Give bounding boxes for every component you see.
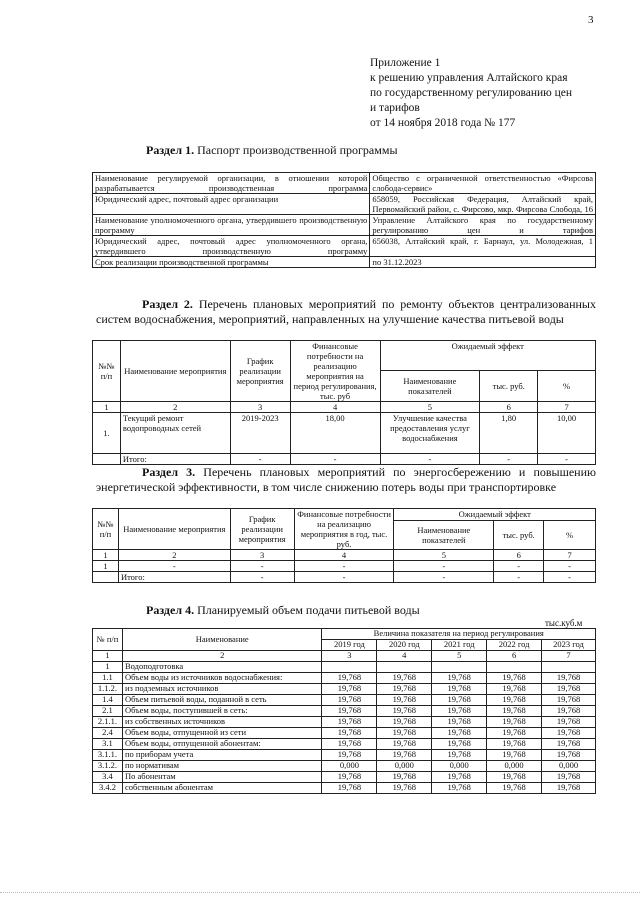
row-value: 19,768	[322, 684, 377, 695]
row-value: 19,768	[487, 706, 542, 717]
row-value: 19,768	[322, 750, 377, 761]
row-value: 19,768	[432, 783, 487, 794]
row-value: 19,768	[432, 717, 487, 728]
table-row	[93, 750, 596, 761]
passport-value-1: 658059, Российская Федерация, Алтайский край, Первомайский район, с. Фирсово, мкр. Фирсова Слобода, 16	[370, 194, 596, 215]
row-value: 19,768	[377, 772, 432, 783]
row-value: 19,768	[377, 750, 432, 761]
col-num-header: №№ п/п	[93, 341, 121, 402]
row-value: 19,768	[322, 673, 377, 684]
row-name: по приборам учета	[122, 750, 322, 761]
passport-value-4: по 31.12.2023	[370, 257, 596, 268]
col-schedule-header: График реализации мероприятия	[230, 509, 294, 550]
row-value: 19,768	[432, 772, 487, 783]
row-num: 1	[93, 561, 119, 572]
appendix-line-5: от 14 ноября 2018 года № 177	[370, 117, 516, 129]
row-num: 1	[93, 662, 123, 673]
col-number: 3	[230, 550, 294, 561]
col-finance-header: Финансовые потребности на реализацию мероприятия на период регулирования, тыс. руб	[290, 341, 380, 402]
row-value: 19,768	[322, 739, 377, 750]
total-schedule: -	[230, 572, 294, 583]
row-value	[432, 662, 487, 673]
passport-name-2: Наименование уполномоченного органа, утвердившего производственную программу	[93, 215, 370, 236]
total-thousand: -	[480, 454, 538, 465]
row-value: 19,768	[542, 772, 596, 783]
row-num: 3.4.2	[93, 783, 123, 794]
row-finance: 18,00	[290, 413, 380, 454]
row-name: -	[118, 561, 230, 572]
total-indicator: -	[380, 454, 480, 465]
row-name: Объем воды, отпущенной из сети	[122, 728, 322, 739]
year-header: 2020 год	[377, 640, 432, 651]
col-thousand-header: тыс. руб.	[480, 371, 538, 402]
row-num: 1.4	[93, 695, 123, 706]
row-value: 19,768	[322, 706, 377, 717]
row-value: 19,768	[377, 684, 432, 695]
col-percent-header: %	[544, 521, 596, 550]
col-number: 6	[494, 550, 544, 561]
appendix-header	[370, 56, 630, 131]
table-row	[93, 561, 596, 572]
row-name: Текущий ремонт водопроводных сетей	[120, 413, 230, 454]
row-value: 0,000	[322, 761, 377, 772]
section1-heading	[146, 143, 398, 158]
row-value: 19,768	[487, 684, 542, 695]
row-value: 19,768	[542, 728, 596, 739]
row-num: 3.1.1.	[93, 750, 123, 761]
table-row	[93, 706, 596, 717]
row-num: 1.	[93, 413, 121, 454]
section3-label: Раздел 3.	[142, 465, 196, 479]
section2-title: Перечень плановых мероприятий по ремонту объектов централизованных систем водоснабжения, мероприятий, направленных на улучшение качества питьевой воды	[96, 297, 596, 326]
col-number: 1	[93, 651, 123, 662]
row-value: 19,768	[487, 783, 542, 794]
row-value: 19,768	[432, 684, 487, 695]
col-name-header: Наименование мероприятия	[118, 509, 230, 550]
water-volume-table	[92, 628, 596, 794]
row-value: 19,768	[432, 739, 487, 750]
row-num: 3.4	[93, 772, 123, 783]
col-number: 2	[120, 402, 230, 413]
col-schedule-header: График реализации мероприятия	[230, 341, 290, 402]
total-percent: -	[544, 572, 596, 583]
table-row	[93, 673, 596, 684]
row-value: 19,768	[487, 772, 542, 783]
passport-name-1: Юридический адрес, почтовый адрес организации	[93, 194, 370, 215]
col-number: 7	[542, 651, 596, 662]
col-number: 4	[290, 402, 380, 413]
table-row	[93, 454, 596, 465]
total-finance: -	[294, 572, 394, 583]
row-value	[377, 662, 432, 673]
section3-title: Перечень плановых мероприятий по энергосбережению и повышению энергетической эффективности, в том числе снижению потерь воды при транспортировке	[96, 465, 596, 494]
row-value: 19,768	[542, 739, 596, 750]
row-value: 0,000	[377, 761, 432, 772]
table-row	[93, 550, 596, 561]
col-number: 3	[230, 402, 290, 413]
total-indicator: -	[394, 572, 494, 583]
row-value: 19,768	[487, 717, 542, 728]
row-name: Объем воды, отпущенной абонентам:	[122, 739, 322, 750]
row-finance: -	[294, 561, 394, 572]
appendix-line-4: и тарифов	[370, 102, 420, 114]
row-value	[487, 662, 542, 673]
section2-heading	[96, 297, 596, 327]
table-row	[93, 194, 596, 215]
table-row	[93, 717, 596, 728]
table-row	[93, 173, 596, 194]
row-name: Объем воды из источников водоснабжения:	[122, 673, 322, 684]
row-value: 0,000	[432, 761, 487, 772]
row-thousand: 1,80	[480, 413, 538, 454]
row-value: 19,768	[487, 673, 542, 684]
passport-value-0: Общество с ограниченной ответственностью «Фирсова слобода-сервис»	[370, 173, 596, 194]
total-label: Итого:	[120, 454, 230, 465]
row-schedule: 2019-2023	[230, 413, 290, 454]
row-percent: -	[544, 561, 596, 572]
table-row	[93, 695, 596, 706]
row-value: 19,768	[377, 783, 432, 794]
col-number: 6	[487, 651, 542, 662]
row-num: 3.1.2.	[93, 761, 123, 772]
row-num: 2.1	[93, 706, 123, 717]
col-num-header: №№ п/п	[93, 509, 119, 550]
year-header: 2019 год	[322, 640, 377, 651]
col-number: 2	[118, 550, 230, 561]
table-row	[93, 402, 596, 413]
col-period-header: Величина показателя на период регулирования	[322, 629, 596, 640]
section4-heading	[146, 603, 420, 618]
row-value: 19,768	[377, 739, 432, 750]
row-num: 1.1.2.	[93, 684, 123, 695]
col-number: 5	[394, 550, 494, 561]
row-value	[322, 662, 377, 673]
row-thousand: -	[494, 561, 544, 572]
row-value: 19,768	[542, 706, 596, 717]
row-value: 0,000	[487, 761, 542, 772]
col-effect-header: Ожидаемый эффект	[394, 509, 596, 521]
appendix-line-1: Приложение 1	[370, 57, 441, 69]
col-number: 2	[122, 651, 322, 662]
col-name-header: Наименование мероприятия	[120, 341, 230, 402]
row-value: 19,768	[542, 783, 596, 794]
row-value: 19,768	[542, 684, 596, 695]
col-percent-header: %	[538, 371, 596, 402]
table-row	[93, 413, 596, 454]
row-value: 19,768	[487, 728, 542, 739]
section2-label: Раздел 2.	[142, 297, 193, 311]
row-value: 19,768	[432, 673, 487, 684]
table-row	[93, 257, 596, 268]
table-row	[93, 783, 596, 794]
row-value: 19,768	[487, 750, 542, 761]
passport-table	[92, 172, 596, 268]
row-value: 19,768	[432, 728, 487, 739]
total-label: Итого:	[118, 572, 230, 583]
section4-label: Раздел 4.	[146, 603, 195, 617]
row-name: из собственных источников	[122, 717, 322, 728]
col-number: 6	[480, 402, 538, 413]
row-value: 19,768	[377, 673, 432, 684]
row-name: из подземных источников	[122, 684, 322, 695]
section3-heading	[96, 465, 596, 495]
row-value: 19,768	[377, 717, 432, 728]
row-name: По абонентам	[122, 772, 322, 783]
row-value: 19,768	[377, 728, 432, 739]
row-value: 19,768	[432, 706, 487, 717]
row-value: 19,768	[542, 750, 596, 761]
col-number: 5	[432, 651, 487, 662]
row-indicator: Улучшение качества предоставления услуг водоснабжения	[380, 413, 480, 454]
table-row	[93, 236, 596, 257]
col-indicator-header: Наименование показателей	[394, 521, 494, 550]
col-number: 4	[294, 550, 394, 561]
page-number: 3	[588, 14, 594, 26]
row-percent: 10,00	[538, 413, 596, 454]
row-value: 19,768	[542, 717, 596, 728]
appendix-line-2: к решению управления Алтайского края	[370, 72, 568, 84]
row-value: 19,768	[432, 750, 487, 761]
row-name: Объем питьевой воды, поданной в сеть	[122, 695, 322, 706]
row-value: 19,768	[377, 706, 432, 717]
row-value: 19,768	[322, 772, 377, 783]
col-number: 3	[322, 651, 377, 662]
total-schedule: -	[230, 454, 290, 465]
table-row	[93, 662, 596, 673]
col-number: 1	[93, 402, 121, 413]
col-number: 1	[93, 550, 119, 561]
row-value: 19,768	[542, 695, 596, 706]
col-indicator-header: Наименование показателей	[380, 371, 480, 402]
energy-measures-table	[92, 508, 596, 583]
table-row	[93, 739, 596, 750]
row-num: 2.1.1.	[93, 717, 123, 728]
appendix-line-3: по государственному регулированию цен	[370, 87, 573, 99]
row-value: 19,768	[322, 783, 377, 794]
row-num: 3.1	[93, 739, 123, 750]
year-header: 2022 год	[487, 640, 542, 651]
col-number: 7	[538, 402, 596, 413]
row-value: 0,000	[542, 761, 596, 772]
page-bottom-divider	[0, 892, 640, 893]
total-thousand: -	[494, 572, 544, 583]
passport-value-3: 656038, Алтайский край, г. Барнаул, ул. Молодежная, 1	[370, 236, 596, 257]
col-number: 4	[377, 651, 432, 662]
row-value: 19,768	[322, 728, 377, 739]
table-row	[93, 772, 596, 783]
row-value: 19,768	[322, 695, 377, 706]
table-row	[93, 651, 596, 662]
col-number: 5	[380, 402, 480, 413]
row-value: 19,768	[377, 695, 432, 706]
row-name: Объем воды, поступившей в сеть:	[122, 706, 322, 717]
row-num: 1.1	[93, 673, 123, 684]
table-row	[93, 761, 596, 772]
units-label: тыс.куб.м	[545, 618, 583, 628]
row-value	[542, 662, 596, 673]
col-number: 7	[544, 550, 596, 561]
col-name-header: Наименование	[122, 629, 322, 651]
row-name: Водоподготовка	[122, 662, 322, 673]
table-row	[93, 728, 596, 739]
col-num-header: № п/п	[93, 629, 123, 651]
total-finance: -	[290, 454, 380, 465]
row-name: собственным абонентам	[122, 783, 322, 794]
total-percent: -	[538, 454, 596, 465]
row-value: 19,768	[542, 673, 596, 684]
row-value: 19,768	[432, 695, 487, 706]
year-header: 2021 год	[432, 640, 487, 651]
col-thousand-header: тыс. руб.	[494, 521, 544, 550]
section1-title: Паспорт производственной программы	[197, 143, 398, 157]
row-value: 19,768	[487, 695, 542, 706]
row-num: 2.4	[93, 728, 123, 739]
repair-measures-table	[92, 340, 596, 465]
col-effect-header: Ожидаемый эффект	[380, 341, 596, 371]
row-value: 19,768	[322, 717, 377, 728]
row-name: по нормативам	[122, 761, 322, 772]
row-value: 19,768	[487, 739, 542, 750]
row-schedule: -	[230, 561, 294, 572]
passport-name-4: Срок реализации производственной программы	[93, 257, 370, 268]
col-finance-header: Финансовые потребности на реализацию мероприятия в год, тыс. руб.	[294, 509, 394, 550]
table-row	[93, 572, 596, 583]
row-indicator: -	[394, 561, 494, 572]
section1-label: Раздел 1.	[146, 143, 195, 157]
passport-name-0: Наименование регулируемой организации, в отношении которой разрабатывается производственная программа	[93, 173, 370, 194]
year-header: 2023 год	[542, 640, 596, 651]
section4-title: Планируемый объем подачи питьевой воды	[197, 603, 420, 617]
passport-name-3: Юридический адрес, почтовый адрес уполномоченного органа, утвердившего производственную программу	[93, 236, 370, 257]
table-row	[93, 215, 596, 236]
passport-value-2: Управление Алтайского края по государственному регулированию цен и тарифов	[370, 215, 596, 236]
table-row	[93, 684, 596, 695]
